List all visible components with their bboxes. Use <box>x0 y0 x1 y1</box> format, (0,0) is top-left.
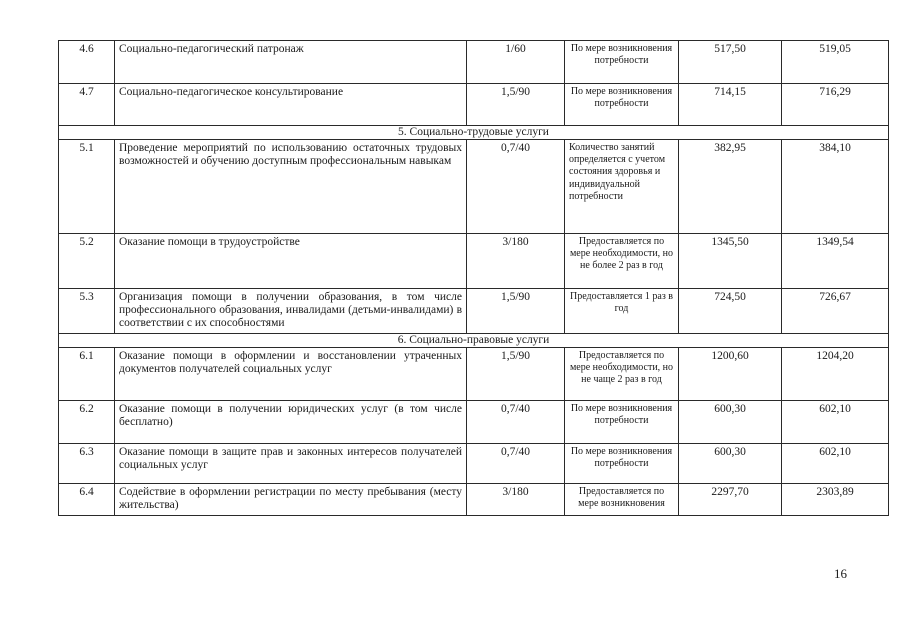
service-name: Оказание помощи в трудоустройстве <box>115 234 467 289</box>
table-row <box>59 401 889 444</box>
row-number: 5.3 <box>59 289 115 334</box>
document-page <box>58 40 888 516</box>
time-norm: 1,5/90 <box>467 348 565 401</box>
tariff-price-indexed: 2303,89 <box>782 484 889 516</box>
time-norm: 0,7/40 <box>467 140 565 234</box>
service-frequency: По мере возникновения потребности <box>565 401 679 444</box>
tariff-price: 600,30 <box>679 401 782 444</box>
row-number: 5.1 <box>59 140 115 234</box>
service-frequency: Предоставляется по мере возникновения <box>565 484 679 516</box>
table-row <box>59 444 889 484</box>
table-row <box>59 484 889 516</box>
service-frequency: По мере возникновения потребности <box>565 41 679 84</box>
service-frequency: По мере возникновения потребности <box>565 84 679 126</box>
row-number: 6.1 <box>59 348 115 401</box>
service-name: Содействие в оформлении регистрации по месту пребывания (месту жительства) <box>115 484 467 516</box>
service-name: Оказание помощи в оформлении и восстановлении утраченных документов получателей социальных услуг <box>115 348 467 401</box>
service-name: Социально-педагогический патронаж <box>115 41 467 84</box>
tariff-price: 2297,70 <box>679 484 782 516</box>
time-norm: 0,7/40 <box>467 444 565 484</box>
table-row <box>59 289 889 334</box>
tariff-price-indexed: 726,67 <box>782 289 889 334</box>
row-number: 6.2 <box>59 401 115 444</box>
table-row <box>59 234 889 289</box>
row-number: 6.4 <box>59 484 115 516</box>
service-name: Организация помощи в получении образования, в том числе профессионального образования, инвалидами (детьми-инвалидами) в соответствии с их способностями <box>115 289 467 334</box>
tariff-price-indexed: 1204,20 <box>782 348 889 401</box>
tariff-price: 382,95 <box>679 140 782 234</box>
row-number: 4.6 <box>59 41 115 84</box>
services-table <box>58 40 889 516</box>
row-number: 4.7 <box>59 84 115 126</box>
service-name: Оказание помощи в получении юридических услуг (в том числе бесплатно) <box>115 401 467 444</box>
service-frequency: Предоставляется по мере необходимости, но не более 2 раз в год <box>565 234 679 289</box>
tariff-price: 714,15 <box>679 84 782 126</box>
page-number: 16 <box>834 566 847 581</box>
time-norm: 3/180 <box>467 484 565 516</box>
tariff-price-indexed: 384,10 <box>782 140 889 234</box>
tariff-price: 1200,60 <box>679 348 782 401</box>
service-name: Социально-педагогическое консультирование <box>115 84 467 126</box>
tariff-price-indexed: 716,29 <box>782 84 889 126</box>
section-header-row <box>59 126 889 140</box>
tariff-price-indexed: 602,10 <box>782 444 889 484</box>
row-number: 5.2 <box>59 234 115 289</box>
time-norm: 1,5/90 <box>467 289 565 334</box>
time-norm: 1,5/90 <box>467 84 565 126</box>
row-number: 6.3 <box>59 444 115 484</box>
tariff-price: 724,50 <box>679 289 782 334</box>
tariff-price: 600,30 <box>679 444 782 484</box>
table-row <box>59 348 889 401</box>
service-frequency: Предоставляется по мере необходимости, но не чаще 2 раз в год <box>565 348 679 401</box>
table-row <box>59 140 889 234</box>
service-name: Проведение мероприятий по использованию остаточных трудовых возможностей и обучению доступным профессиональным навыкам <box>115 140 467 234</box>
tariff-price-indexed: 1349,54 <box>782 234 889 289</box>
section-title: 5. Социально-трудовые услуги <box>59 126 889 140</box>
service-frequency: По мере возникновения потребности <box>565 444 679 484</box>
tariff-price-indexed: 602,10 <box>782 401 889 444</box>
time-norm: 0,7/40 <box>467 401 565 444</box>
time-norm: 1/60 <box>467 41 565 84</box>
tariff-price: 1345,50 <box>679 234 782 289</box>
tariff-price-indexed: 519,05 <box>782 41 889 84</box>
section-title: 6. Социально-правовые услуги <box>59 334 889 348</box>
tariff-price: 517,50 <box>679 41 782 84</box>
table-row <box>59 84 889 126</box>
service-frequency: Количество занятий определяется с учетом состояния здоровья и индивидуальной потребности <box>565 140 679 234</box>
service-name: Оказание помощи в защите прав и законных интересов получателей социальных услуг <box>115 444 467 484</box>
time-norm: 3/180 <box>467 234 565 289</box>
table-row <box>59 41 889 84</box>
section-header-row <box>59 334 889 348</box>
service-frequency: Предоставляется 1 раз в год <box>565 289 679 334</box>
